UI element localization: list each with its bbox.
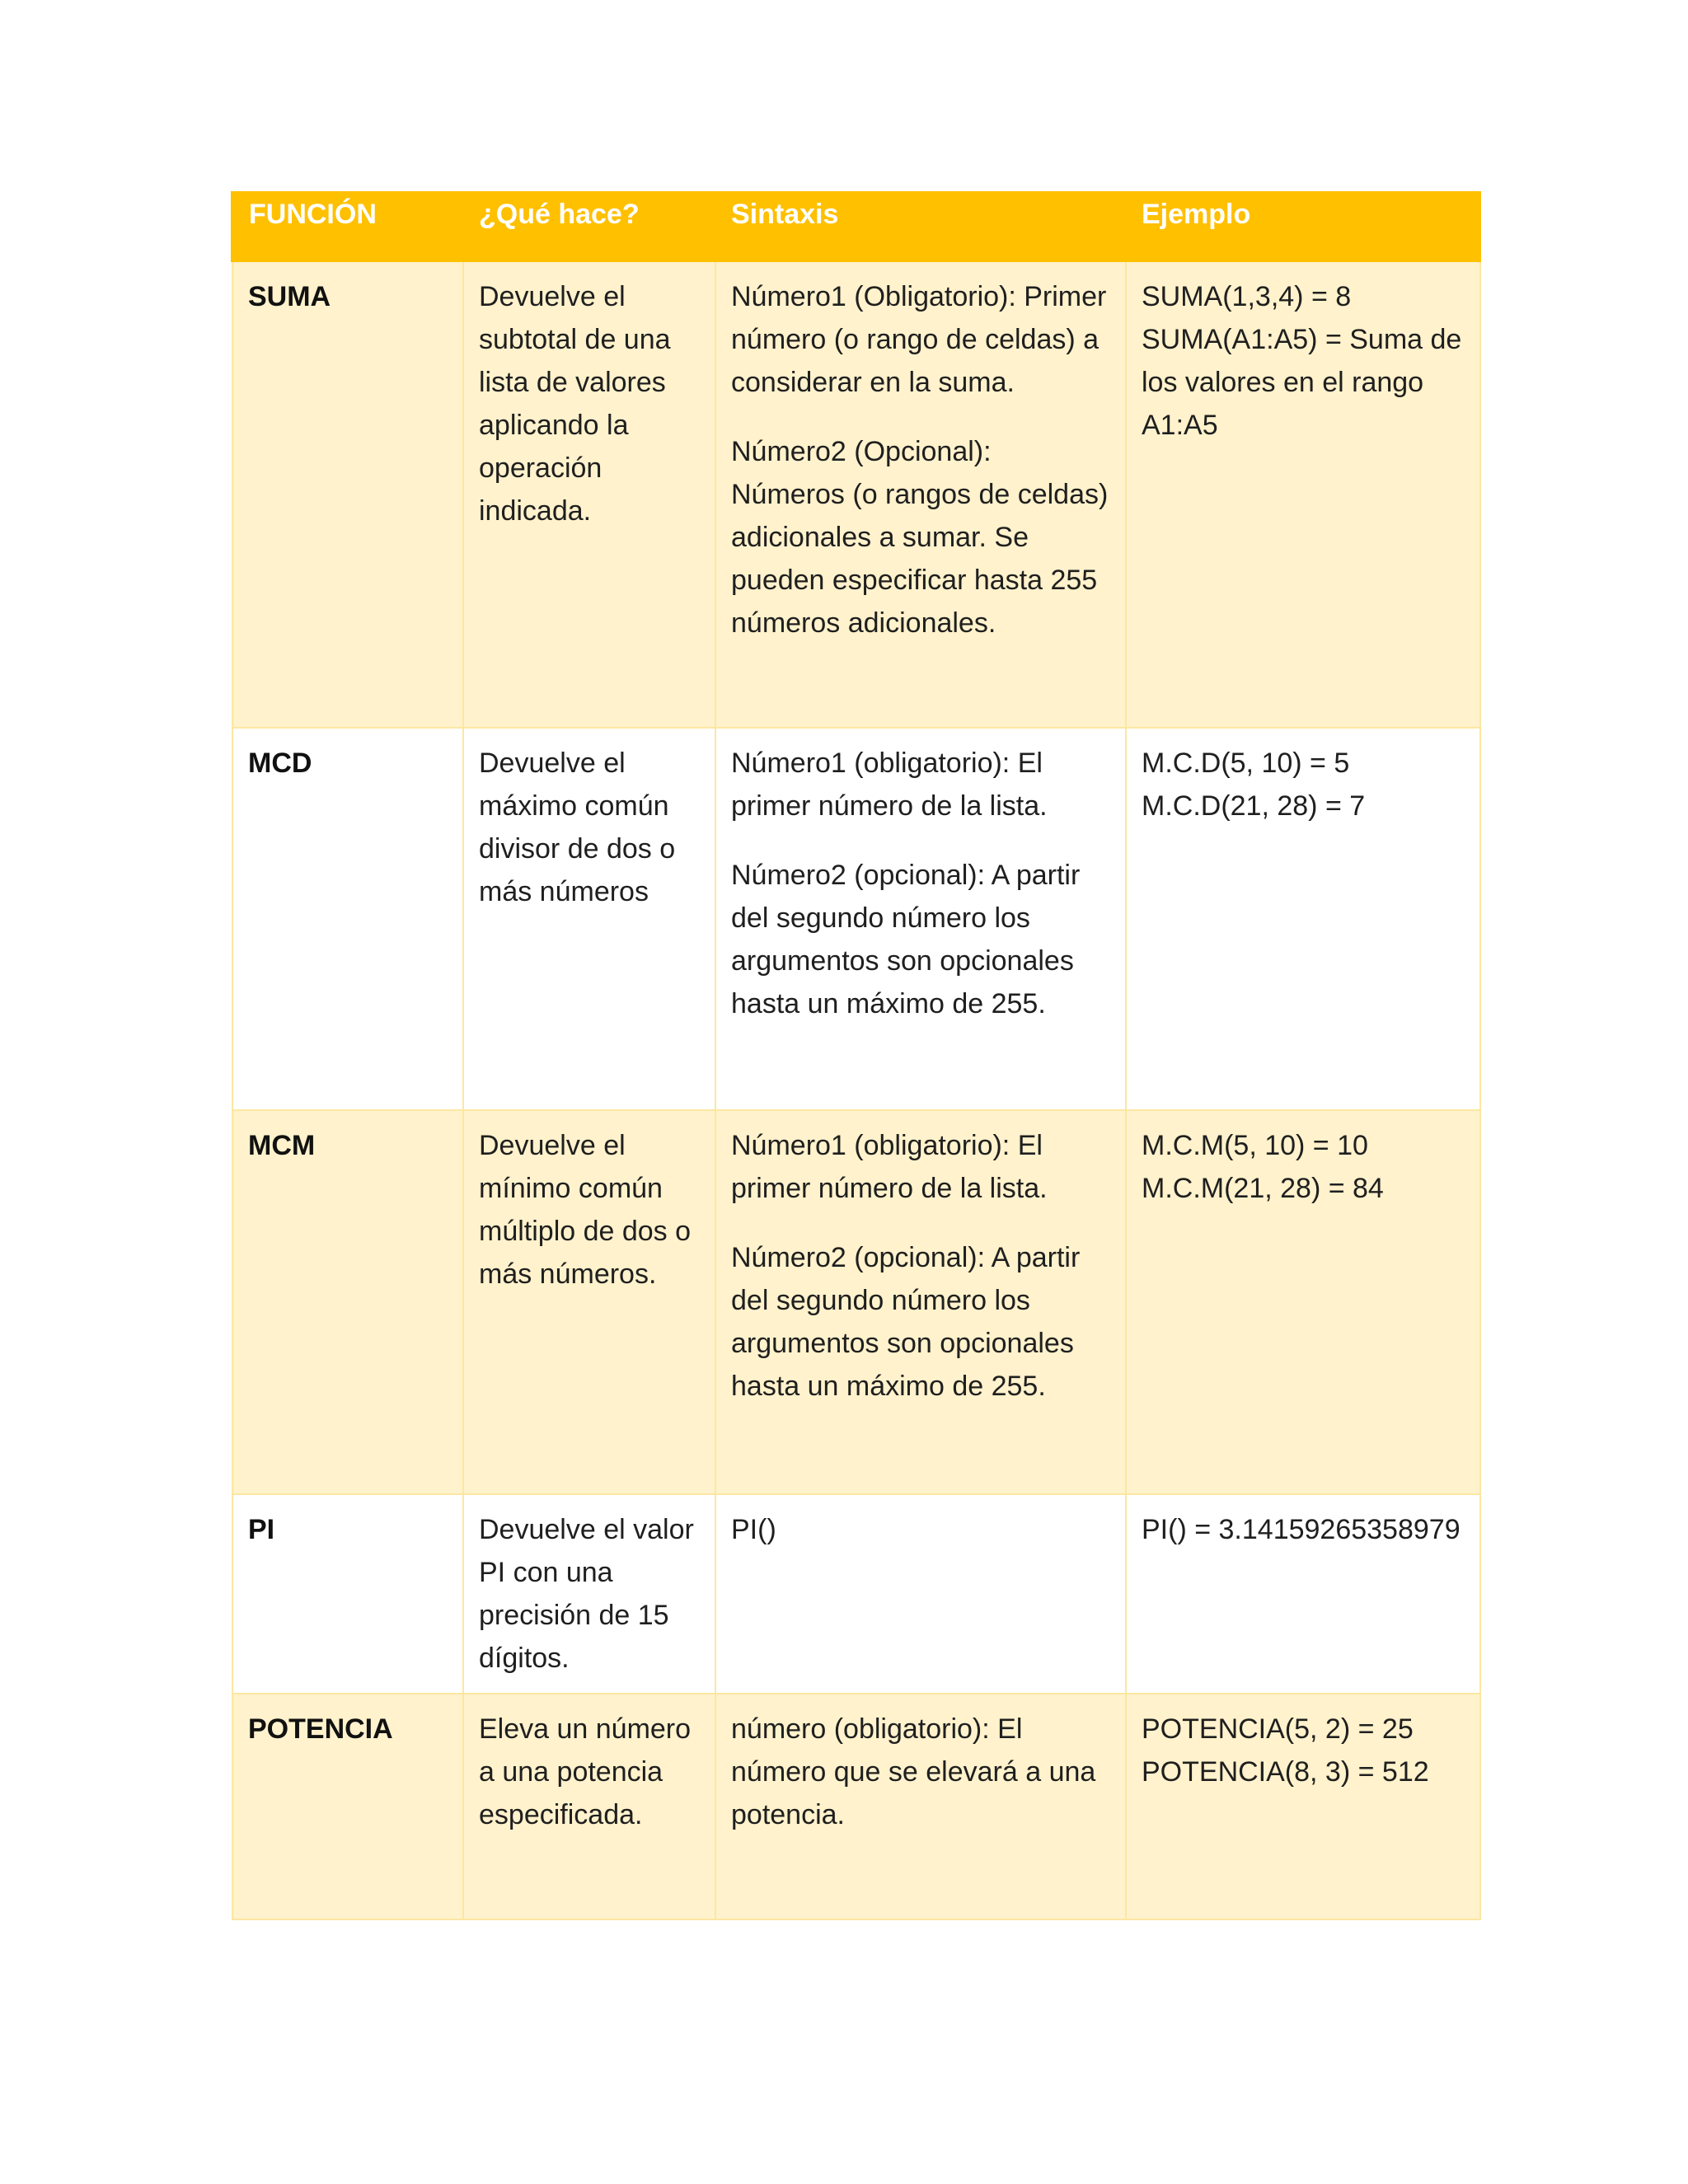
table-header <box>232 192 1480 261</box>
example-line: M.C.D(21, 28) = 7 <box>1142 790 1366 822</box>
function-example <box>1126 1494 1480 1694</box>
example-line: SUMA(A1:A5) = Suma de los valores en el rango A1:A5 <box>1142 324 1462 441</box>
header-que-hace: ¿Qué hace? <box>463 192 715 261</box>
function-example <box>1126 728 1480 1110</box>
function-syntax <box>715 1494 1126 1694</box>
function-example <box>1126 261 1480 728</box>
function-description: Eleva un número a una potencia especificada. <box>463 1694 715 1919</box>
example-line: M.C.M(21, 28) = 84 <box>1142 1173 1384 1204</box>
function-name: MCD <box>232 728 463 1110</box>
example-line: POTENCIA(8, 3) = 512 <box>1142 1756 1429 1788</box>
example-line: M.C.M(5, 10) = 10 <box>1142 1130 1368 1161</box>
function-example <box>1126 1694 1480 1919</box>
syntax-paragraph: número (obligatorio): El número que se elevará a una potencia. <box>731 1713 1096 1830</box>
function-name: SUMA <box>232 261 463 728</box>
function-syntax <box>715 728 1126 1110</box>
functions-table <box>231 191 1481 1920</box>
function-description: Devuelve el máximo común divisor de dos o más números <box>463 728 715 1110</box>
function-name: MCM <box>232 1110 463 1494</box>
syntax-paragraph: Número1 (obligatorio): El primer número de la lista. <box>731 748 1048 822</box>
function-example <box>1126 1110 1480 1494</box>
function-syntax <box>715 261 1126 728</box>
syntax-paragraph: Número1 (obligatorio): El primer número de la lista. <box>731 1130 1048 1204</box>
example-line: PI() = 3.14159265358979 <box>1142 1514 1461 1545</box>
example-line: M.C.D(5, 10) = 5 <box>1142 748 1350 779</box>
table-row <box>232 1110 1480 1494</box>
header-sintaxis: Sintaxis <box>715 192 1126 261</box>
function-description: Devuelve el subtotal de una lista de valores aplicando la operación indicada. <box>463 261 715 728</box>
table-row <box>232 1694 1480 1919</box>
function-description: Devuelve el mínimo común múltiplo de dos o más números. <box>463 1110 715 1494</box>
syntax-paragraph: Número1 (Obligatorio): Primer número (o rango de celdas) a considerar en la suma. <box>731 281 1107 398</box>
example-line: SUMA(1,3,4) = 8 <box>1142 281 1352 312</box>
header-funcion: FUNCIÓN <box>232 192 463 261</box>
syntax-paragraph: PI() <box>731 1514 776 1545</box>
function-name: PI <box>232 1494 463 1694</box>
header-ejemplo: Ejemplo <box>1126 192 1480 261</box>
table-row <box>232 261 1480 728</box>
table-body <box>232 261 1480 1919</box>
function-syntax <box>715 1694 1126 1919</box>
function-name: POTENCIA <box>232 1694 463 1919</box>
syntax-paragraph: Número2 (opcional): A partir del segundo número los argumentos son opcionales hasta un máximo de 255. <box>731 1242 1081 1402</box>
table-row <box>232 1494 1480 1694</box>
example-line: POTENCIA(5, 2) = 25 <box>1142 1713 1414 1745</box>
syntax-paragraph: Número2 (opcional): A partir del segundo número los argumentos son opcionales hasta un máximo de 255. <box>731 860 1081 1019</box>
header-row <box>232 192 1480 261</box>
table-row <box>232 728 1480 1110</box>
function-description: Devuelve el valor PI con una precisión de 15 dígitos. <box>463 1494 715 1694</box>
syntax-paragraph: Número2 (Opcional): Números (o rangos de celdas) adicionales a sumar. Se pueden especificar hasta 255 números adicionales. <box>731 436 1109 639</box>
function-syntax <box>715 1110 1126 1494</box>
